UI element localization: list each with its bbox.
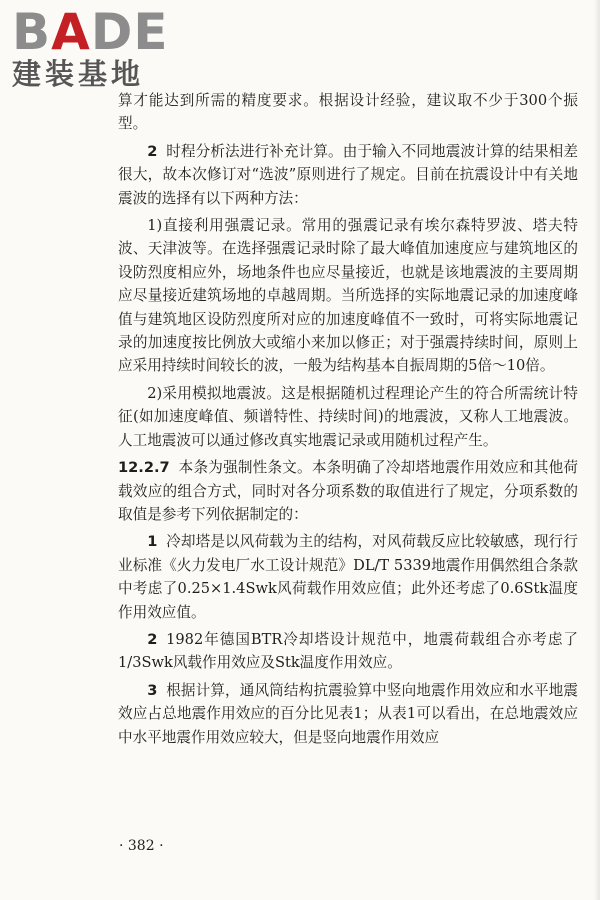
paragraph-subitem-2-simulated-wave (118, 382, 578, 452)
paragraph-text: 1982年德国BTR冷却塔设计规范中，地震荷载组合亦考虑了1/3Swk风载作用效应及Stk温度作用效应。 (118, 630, 578, 672)
paragraph-text: 2)采用模拟地震波。这是根据随机过程理论产生的符合所需统计特征(如加速度峰值、频谱特性、持续时间)的地震波，又称人工地震波。人工地震波可以通过修改真实地震记录或用随机过程产生。 (118, 384, 578, 449)
paragraph-text: 算才能达到所需的精度要求。根据设计经验，建议取不少于300个振型。 (118, 92, 578, 133)
paragraph-item-3-calculation (118, 679, 578, 749)
paragraph-section-12-2-7 (118, 456, 578, 526)
logo-letter-b: B (12, 3, 52, 61)
item-number: 2 (147, 142, 158, 160)
paragraph-subitem-1-strong-motion (118, 214, 578, 378)
paragraph-text: 本条为强制性条文。本条明确了冷却塔地震作用效应和其他荷载效应的组合方式，同时对各分项系数的取值进行了规定，分项系数的取值是参考下列依据制定的： (118, 459, 578, 523)
paragraph-item-2-time-history (118, 140, 578, 210)
document-body (118, 89, 578, 753)
paragraph-item-2-btr-code (118, 628, 578, 675)
paragraph-item-1-wind-load (118, 530, 578, 624)
scan-edge-shadow (594, 0, 600, 900)
page-number: · 382 · (119, 838, 164, 854)
item-number: 2 (147, 630, 158, 648)
paragraph-text: 根据计算，通风筒结构抗震验算中竖向地震作用效应和水平地震效应占总地震作用效应的百分比见表1；从表1可以看出，在总地震效应中水平地震作用效应较大，但是竖向地震作用效应 (118, 681, 578, 746)
paragraph-continuation (118, 89, 578, 136)
logo-subtitle: 建装基地 (12, 57, 145, 91)
item-number: 3 (147, 681, 158, 699)
logo-wordmark (12, 3, 182, 61)
item-number: 1 (147, 533, 158, 551)
logo-letter-a-accent: A (51, 3, 91, 61)
section-number: 12.2.7 (118, 459, 170, 477)
paragraph-text: 冷却塔是以风荷载为主的结构，对风荷载反应比较敏感，现行行业标准《火力发电厂水工设计规范》DL/T 5339地震作用偶然组合条款中考虑了0.25×1.4Swk风荷载作用效应值；此外还考虑了0.6Stk温度作用效应值。 (118, 533, 578, 621)
logo-letters-de: DE (90, 3, 169, 61)
bade-logo (12, 3, 182, 91)
paragraph-text: 时程分析法进行补充计算。由于输入不同地震波计算的结果相差很大，故本次修订对“选波”原则进行了规定。目前在抗震设计中有关地震波的选择有以下两种方法： (118, 142, 578, 207)
paragraph-text: 1)直接利用强震记录。常用的强震记录有埃尔森特罗波、塔夫特波、天津波等。在选择强震记录时除了最大峰值加速度应与建筑地区的设防烈度相应外，场地条件也应尽量接近，也就是该地震波的主要周期应尽量接近建筑场地的卓越周期。当所选择的实际地震记录的加速度峰值与建筑地区设防烈度所对应的加速度峰值不一致时，可将实际地震记录的加速度按比例放大或缩小来加以修正；对于强震持续时间，原则上应采用持续时间较长的波，一般为结构基本自振周期的5倍～10倍。 (118, 217, 578, 375)
